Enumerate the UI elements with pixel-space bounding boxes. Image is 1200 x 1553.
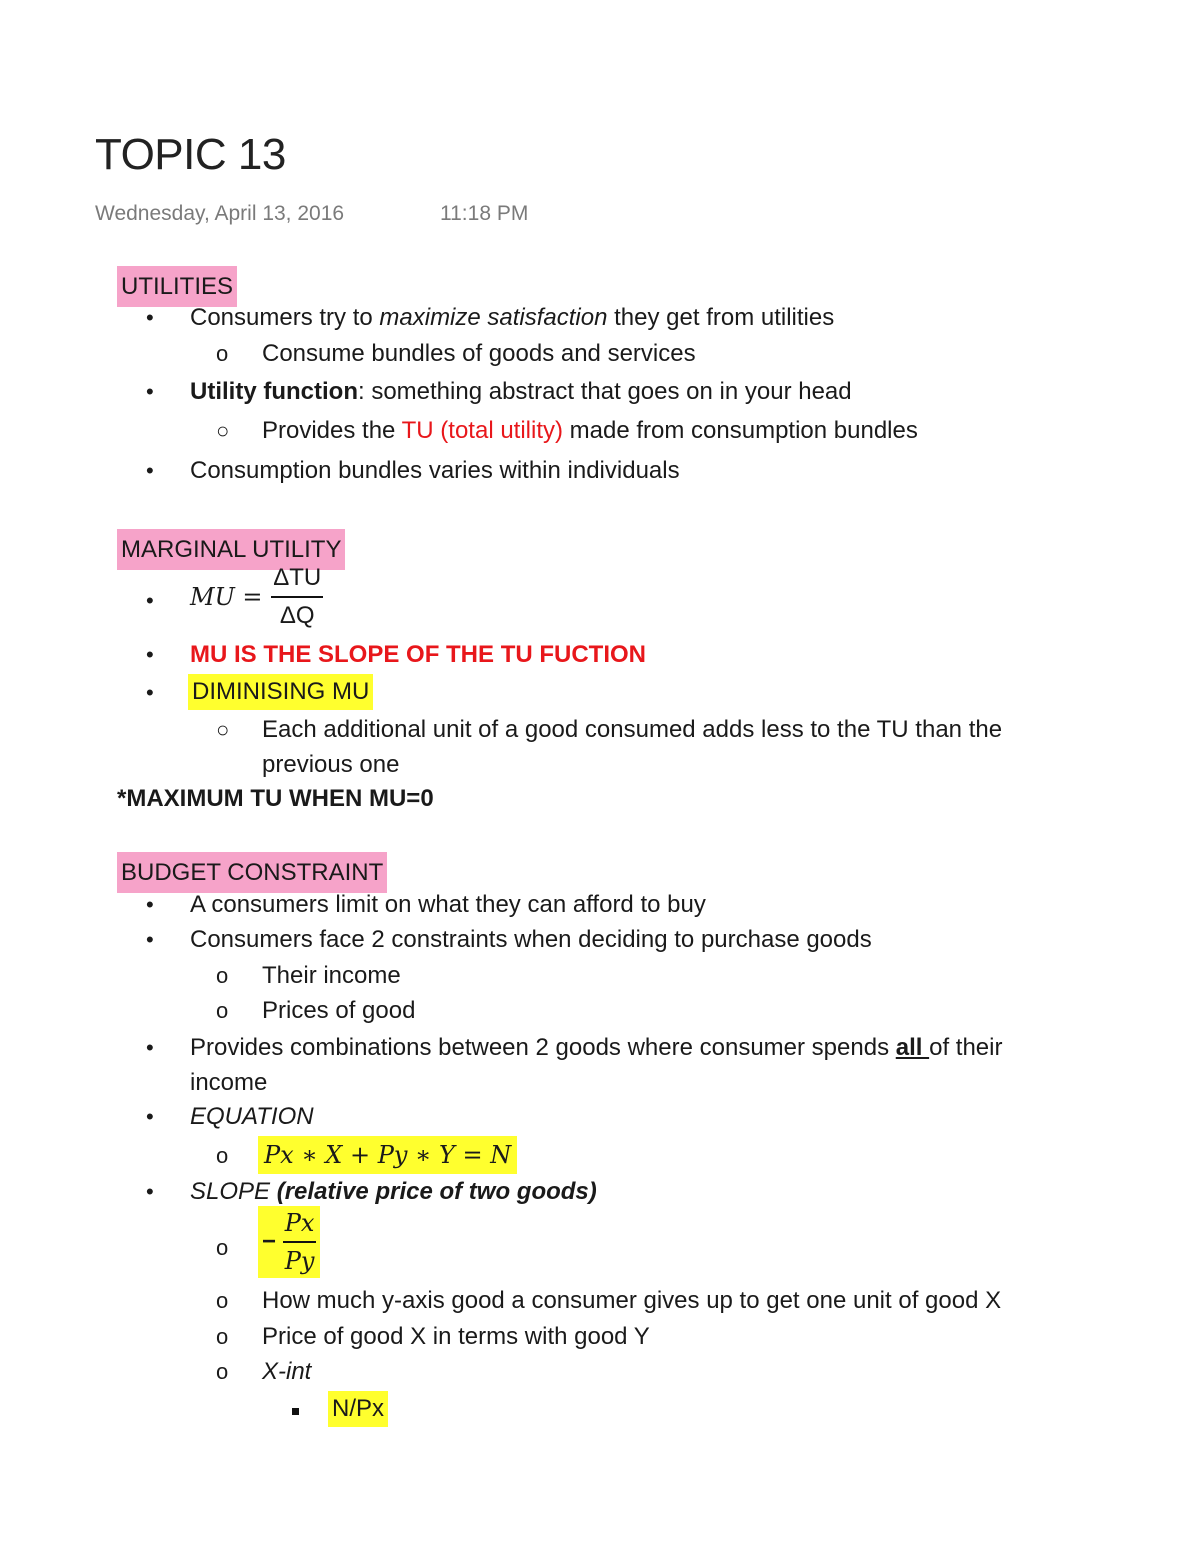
list-item: Utility function: something abstract that goes on in your head [190,378,852,405]
mu-formula: MU = $\frac{\text{ΔTU}}{\Delta Q}$ [190,564,322,629]
list-item: Consume bundles of goods and services [262,340,696,367]
list-item: X-int [262,1358,312,1385]
max-tu-note: *MAXIMUM TU WHEN MU=0 [117,785,434,812]
sub-bullet-icon: o [216,1324,229,1349]
list-item: A consumers limit on what they can afford to buy [190,891,706,918]
sub-bullet-icon: o [216,1235,229,1260]
sub-bullet-icon: o [216,998,229,1023]
list-item: EQUATION [190,1103,314,1130]
bullet-icon: • [146,588,154,613]
list-item: Each additional unit of a good consumed adds less to the TU than the [262,716,1003,743]
bullet-icon: • [146,458,154,483]
section-heading-marginal-utility: MARGINAL UTILITY [117,529,345,570]
list-item: How much y-axis good a consumer gives up to get one unit of good X [262,1287,1002,1314]
page-title: TOPIC 13 [95,130,286,179]
square-bullet-icon [292,1402,299,1420]
list-item-continued: income [190,1069,268,1096]
sub-bullet-icon: o [216,963,229,988]
bullet-icon: • [146,379,154,404]
note-time: 11:18 PM [440,202,529,225]
list-item: SLOPE (relative price of two goods) [190,1178,597,1205]
list-item-continued: previous one [262,751,400,778]
budget-equation: Px ∗ X + Py ∗ Y = N [258,1136,517,1174]
bullet-icon: • [146,1035,154,1060]
bullet-icon: • [146,1179,154,1204]
sub-bullet-icon: o [216,341,229,366]
note-date: Wednesday, April 13, 2016 [95,202,345,225]
list-item: Price of good X in terms with good Y [262,1323,650,1350]
x-intercept-value: N/Px [328,1391,388,1427]
sub-bullet-icon: o [216,1359,229,1384]
section-heading-utilities: UTILITIES [117,266,237,307]
list-item: Consumers try to maximize satisfaction they get from utilities [190,304,835,331]
sub-bullet-icon: ○ [216,418,230,443]
bullet-icon: • [146,892,154,917]
sub-bullet-icon: o [216,1288,229,1313]
list-item-highlight: DIMINISING MU [188,674,373,710]
list-item: Their income [262,962,401,989]
bullet-icon: • [146,642,154,667]
bullet-icon: • [146,927,154,952]
list-item: MU IS THE SLOPE OF THE TU FUCTION [190,641,646,668]
list-item: Provides the TU (total utility) made from consumption bundles [262,417,918,444]
sub-bullet-icon: o [216,1143,229,1168]
bullet-icon: • [146,1104,154,1129]
slope-formula: − $\frac{Px}{Py}$ [258,1206,320,1278]
list-item: Consumption bundles varies within individuals [190,457,680,484]
bullet-icon: • [146,680,154,705]
list-item: Provides combinations between 2 goods where consumer spends all of their [190,1034,1003,1061]
sub-bullet-icon: ○ [216,717,230,742]
bullet-icon: • [146,305,154,330]
list-item: Prices of good [262,997,416,1024]
list-item: Consumers face 2 constraints when deciding to purchase goods [190,926,872,953]
section-heading-budget-constraint: BUDGET CONSTRAINT [117,852,387,893]
